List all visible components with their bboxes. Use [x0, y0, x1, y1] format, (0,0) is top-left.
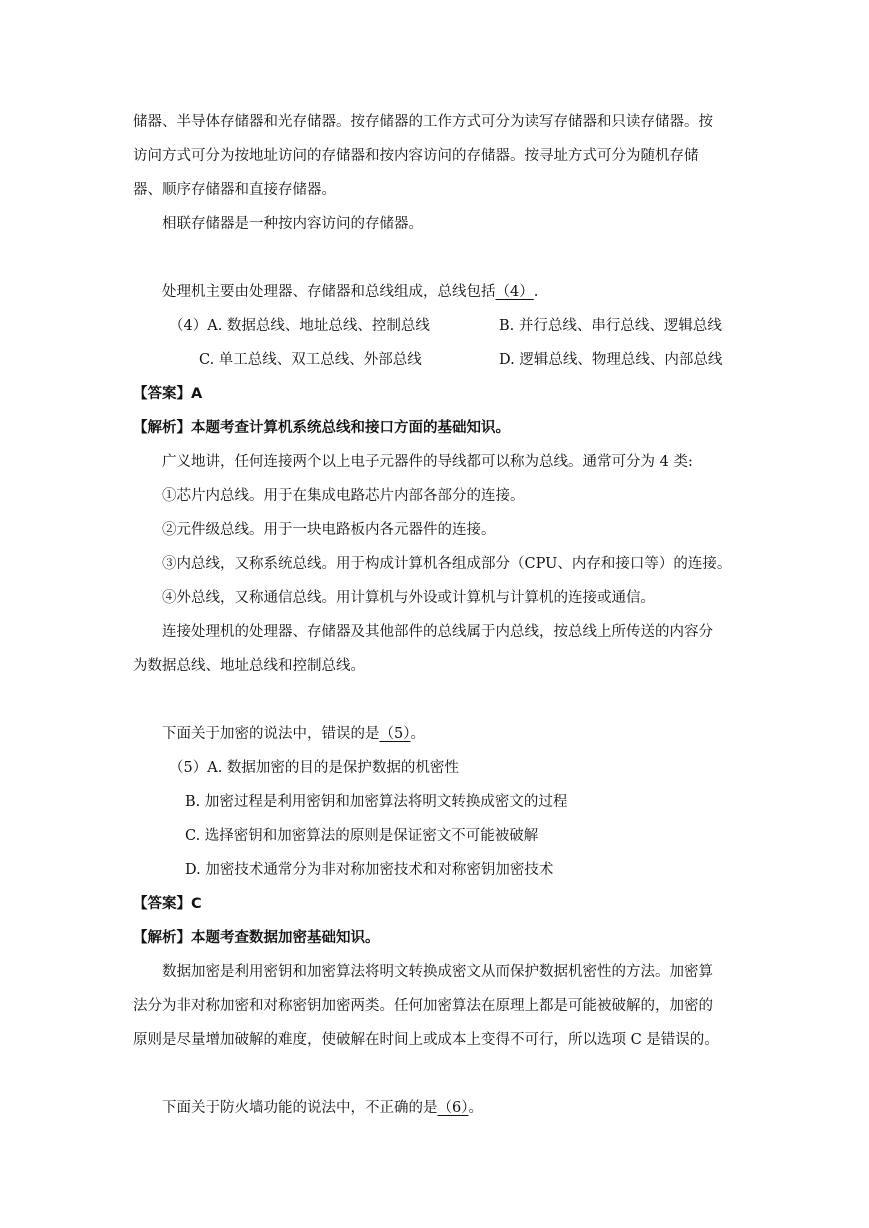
q5-stem-end: 。 — [410, 726, 425, 742]
q5-answer-label: 【答案】 — [133, 896, 191, 912]
q5-option-c: C. 选择密钥和加密算法的原则是保证密文不可能被破解 — [185, 828, 539, 844]
q4-analysis-label: 【解析】 — [133, 420, 191, 436]
intro-line-3: 器、顺序存储器和直接存储器。 — [133, 182, 336, 198]
q4-blank: （4） — [495, 284, 534, 300]
q4-paragraph-3: ②元件级总线。用于一块电路板内各元器件的连接。 — [162, 522, 496, 538]
q4-stem — [133, 275, 739, 309]
intro-line-2: 访问方式可分为按地址访问的存储器和按内容访问的存储器。按寻址方式可分为随机存储 — [133, 148, 699, 164]
q4-stem-text: 处理机主要由处理器、存储器和总线组成，总线包括 — [162, 284, 496, 300]
q4-paragraph-1: 广义地讲，任何连接两个以上电子元器件的导线都可以称为总线。通常可分为 4 类: — [162, 454, 693, 470]
q6-stem-end: 。 — [468, 1100, 483, 1116]
q5-analysis-label: 【解析】 — [133, 930, 191, 946]
q5-option-a: （5）A. 数据加密的目的是保护数据的机密性 — [169, 760, 459, 776]
q5-stem — [133, 717, 739, 751]
q4-answer — [133, 377, 739, 411]
q5-answer — [133, 887, 739, 921]
q4-analysis-title: 本题考查计算机系统总线和接口方面的基础知识。 — [191, 420, 510, 436]
q4-options-row-1 — [133, 309, 739, 343]
q5-paragraph-line-3: 原则是尽量增加破解的难度，使破解在时间上或成本上变得不可行，所以选项 C 是错误的。 — [133, 1032, 719, 1048]
q4-summary-line-2: 为数据总线、地址总线和控制总线。 — [133, 658, 365, 674]
q4-analysis-heading — [133, 411, 739, 445]
intro-assoc-line: 相联存储器是一种按内容访问的存储器。 — [162, 216, 423, 232]
q4-option-b: B. 并行总线、串行总线、逻辑总线 — [499, 318, 722, 334]
q4-paragraph-5: ④外总线，又称通信总线。用计算机与外设或计算机与计算机的连接或通信。 — [162, 590, 655, 606]
q5-blank: （5） — [379, 726, 411, 742]
q4-option-c: C. 单工总线、双工总线、外部总线 — [199, 352, 422, 368]
q4-paragraph-4: ③内总线，又称系统总线。用于构成计算机各组成部分（CPU、内存和接口等）的连接。 — [162, 556, 732, 572]
q5-paragraph-line-2: 法分为非对称加密和对称密钥加密两类。任何加密算法在原理上都是可能被破解的，加密的 — [133, 998, 713, 1014]
q4-summary-line-1: 连接处理机的处理器、存储器及其他部件的总线属于内总线，按总线上所传送的内容分 — [162, 624, 713, 640]
q4-stem-end: . — [533, 284, 539, 300]
q6-stem-text: 下面关于防火墙功能的说法中，不正确的是 — [162, 1100, 438, 1116]
q4-answer-label: 【答案】 — [133, 386, 191, 402]
q5-option-b: B. 加密过程是利用密钥和加密算法将明文转换成密文的过程 — [185, 794, 568, 810]
q6-blank: （6） — [437, 1100, 469, 1116]
document-page — [133, 105, 739, 1125]
q5-analysis-title: 本题考查数据加密基础知识。 — [191, 930, 380, 946]
q4-answer-value: A — [191, 386, 203, 402]
q5-stem-text: 下面关于加密的说法中，错误的是 — [162, 726, 380, 742]
q5-option-d: D. 加密技术通常分为非对称加密技术和对称密钥加密技术 — [185, 862, 554, 878]
q5-analysis-heading — [133, 921, 739, 955]
q4-option-d: D. 逻辑总线、物理总线、内部总线 — [499, 352, 723, 368]
q6-stem — [133, 1091, 739, 1125]
q4-options-row-2 — [133, 343, 739, 377]
q4-paragraph-2: ①芯片内总线。用于在集成电路芯片内部各部分的连接。 — [162, 488, 525, 504]
q5-answer-value: C — [191, 896, 202, 912]
q5-paragraph-line-1: 数据加密是利用密钥和加密算法将明文转换成密文从而保护数据机密性的方法。加密算 — [162, 964, 713, 980]
intro-line-1: 储器、半导体存储器和光存储器。按存储器的工作方式可分为读写存储器和只读存储器。按 — [133, 114, 713, 130]
q4-option-a: （4）A. 数据总线、地址总线、控制总线 — [169, 318, 430, 334]
